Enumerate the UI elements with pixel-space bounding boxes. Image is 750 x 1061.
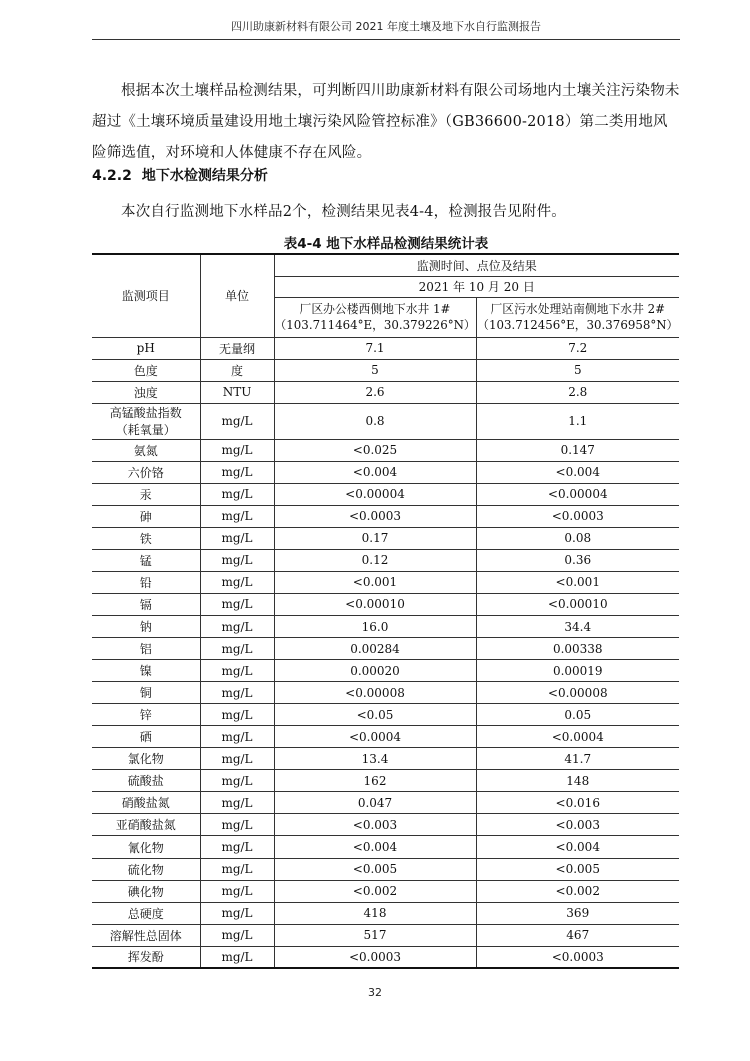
cell-unit: mg/L: [200, 549, 274, 571]
cell-unit: mg/L: [200, 792, 274, 814]
table-row: [92, 770, 679, 792]
cell-item: [92, 880, 200, 902]
cell-value-site1: 0.00020: [274, 660, 476, 682]
cell-unit: mg/L: [200, 660, 274, 682]
col-header-item: 监测项目: [92, 254, 200, 337]
table-row: [92, 946, 679, 968]
cell-value-site1: 162: [274, 770, 476, 792]
table-row: [92, 682, 679, 704]
cell-value-site2: <0.0004: [476, 726, 679, 748]
cell-value-site1: 517: [274, 924, 476, 946]
cell-value-site1: 5: [274, 359, 476, 381]
table-row: [92, 483, 679, 505]
cell-item: [92, 726, 200, 748]
cell-value-site2: 467: [476, 924, 679, 946]
cell-item: [92, 946, 200, 968]
item-name: 镉: [139, 597, 152, 612]
cell-value-site1: <0.025: [274, 439, 476, 461]
cell-unit: mg/L: [200, 902, 274, 924]
cell-unit: 无量纲: [200, 337, 274, 359]
cell-unit: mg/L: [200, 593, 274, 615]
table-row: [92, 359, 679, 381]
table-row: [92, 549, 679, 571]
cell-value-site2: <0.0003: [476, 946, 679, 968]
cell-value-site2: 0.00338: [476, 638, 679, 660]
cell-value-site1: <0.05: [274, 704, 476, 726]
cell-item: [92, 439, 200, 461]
item-name: 锰: [139, 553, 152, 568]
paragraph-groundwater-intro: 本次自行监测地下水样品2个，检测结果见表4-4，检测报告见附件。: [121, 204, 566, 220]
cell-item: [92, 461, 200, 483]
cell-unit: 度: [200, 359, 274, 381]
cell-value-site1: 0.8: [274, 403, 476, 439]
cell-value-site2: 369: [476, 902, 679, 924]
cell-unit: mg/L: [200, 439, 274, 461]
cell-unit: mg/L: [200, 814, 274, 836]
item-name: 六价铬: [127, 465, 164, 480]
table-row: [92, 792, 679, 814]
cell-value-site2: <0.002: [476, 880, 679, 902]
table-row: [92, 505, 679, 527]
table-row: [92, 660, 679, 682]
cell-item: [92, 858, 200, 880]
item-name: 汞: [139, 487, 152, 502]
cell-value-site1: 0.047: [274, 792, 476, 814]
section-title: 地下水检测结果分析: [141, 168, 268, 184]
table-row: [92, 902, 679, 924]
cell-item: [92, 704, 200, 726]
cell-value-site1: 7.1: [274, 337, 476, 359]
cell-item: [92, 902, 200, 924]
site1-coordinates: （103.711464°E，30.379226°N）: [274, 318, 476, 332]
cell-item: [92, 571, 200, 593]
item-name: 溶解性总固体: [109, 928, 182, 943]
cell-value-site2: 7.2: [476, 337, 679, 359]
item-name: 氰化物: [127, 840, 164, 855]
col-header-date: 2021 年 10 月 20 日: [274, 276, 679, 297]
section-heading: [92, 165, 268, 185]
cell-item: [92, 924, 200, 946]
cell-unit: mg/L: [200, 858, 274, 880]
cell-value-site2: 2.8: [476, 381, 679, 403]
table-row: [92, 858, 679, 880]
table-row: [92, 571, 679, 593]
cell-value-site2: 1.1: [476, 403, 679, 439]
cell-value-site2: 34.4: [476, 616, 679, 638]
item-name: 亚硝酸盐氮: [115, 818, 176, 833]
item-name: 硝酸盐氮: [121, 796, 170, 811]
cell-unit: mg/L: [200, 836, 274, 858]
col-header-site2: [476, 297, 679, 337]
item-name: 铝: [139, 642, 152, 657]
item-name: 砷: [139, 509, 152, 524]
cell-item: [92, 483, 200, 505]
cell-value-site1: <0.00004: [274, 483, 476, 505]
cell-unit: mg/L: [200, 946, 274, 968]
cell-item: [92, 770, 200, 792]
page-number: 32: [368, 986, 382, 999]
cell-item: [92, 638, 200, 660]
cell-value-site2: <0.00010: [476, 593, 679, 615]
site2-coordinates: （103.712456°E，30.376958°N）: [477, 318, 679, 332]
cell-value-site2: <0.004: [476, 836, 679, 858]
item-name: 碘化物: [127, 884, 164, 899]
cell-value-site2: <0.00004: [476, 483, 679, 505]
cell-value-site2: 5: [476, 359, 679, 381]
item-name: 氨氮: [133, 443, 158, 458]
cell-value-site1: <0.004: [274, 461, 476, 483]
col-header-unit: 单位: [200, 254, 274, 337]
cell-item: [92, 505, 200, 527]
cell-unit: mg/L: [200, 726, 274, 748]
cell-item: [92, 527, 200, 549]
cell-value-site2: 148: [476, 770, 679, 792]
table-row: [92, 726, 679, 748]
cell-value-site1: <0.0003: [274, 946, 476, 968]
table-row: [92, 748, 679, 770]
item-name: 浊度: [133, 385, 158, 400]
cell-value-site1: <0.001: [274, 571, 476, 593]
cell-unit: mg/L: [200, 571, 274, 593]
item-name: pH: [136, 341, 155, 356]
cell-unit: mg/L: [200, 403, 274, 439]
table-row: [92, 593, 679, 615]
cell-unit: mg/L: [200, 505, 274, 527]
cell-item: [92, 682, 200, 704]
table-row: [92, 638, 679, 660]
table-row: [92, 814, 679, 836]
cell-unit: mg/L: [200, 638, 274, 660]
site1-name: 厂区办公楼西侧地下水井 1#: [299, 302, 451, 316]
cell-unit: mg/L: [200, 704, 274, 726]
item-name: 镍: [139, 664, 152, 679]
cell-item: [92, 660, 200, 682]
cell-value-site2: 0.05: [476, 704, 679, 726]
cell-value-site1: 2.6: [274, 381, 476, 403]
item-name: 色度: [133, 363, 158, 378]
cell-value-site2: 0.08: [476, 527, 679, 549]
cell-value-site2: 0.36: [476, 549, 679, 571]
cell-unit: mg/L: [200, 924, 274, 946]
item-name-note: （耗氧量）: [115, 423, 176, 438]
cell-unit: mg/L: [200, 527, 274, 549]
table-row: [92, 836, 679, 858]
cell-value-site1: 0.17: [274, 527, 476, 549]
cell-value-site2: <0.016: [476, 792, 679, 814]
cell-value-site1: 16.0: [274, 616, 476, 638]
paragraph-soil-conclusion: 根据本次土壤样品检测结果，可判断四川助康新材料有限公司场地内土壤关注污染物未超过《土壤环境质量建设用地土壤污染风险管控标准》（GB36600-2018）第二类用地风险筛选值，对环境和人体健康不存在风险。: [92, 83, 680, 161]
cell-value-site2: <0.00008: [476, 682, 679, 704]
cell-item: [92, 814, 200, 836]
cell-unit: mg/L: [200, 483, 274, 505]
cell-value-site1: 418: [274, 902, 476, 924]
item-name: 硒: [139, 730, 152, 745]
item-name: 铁: [139, 531, 152, 546]
cell-item: [92, 549, 200, 571]
cell-item: [92, 359, 200, 381]
cell-unit: mg/L: [200, 748, 274, 770]
cell-value-site1: 13.4: [274, 748, 476, 770]
item-name: 硫化物: [127, 862, 164, 877]
cell-unit: mg/L: [200, 616, 274, 638]
cell-value-site1: <0.003: [274, 814, 476, 836]
table-row: [92, 461, 679, 483]
cell-item: [92, 337, 200, 359]
cell-unit: mg/L: [200, 461, 274, 483]
table-row: [92, 616, 679, 638]
section-number: 4.2.2: [92, 168, 132, 184]
cell-value-site1: <0.00008: [274, 682, 476, 704]
cell-unit: mg/L: [200, 770, 274, 792]
table-row: [92, 924, 679, 946]
cell-value-site2: <0.004: [476, 461, 679, 483]
cell-value-site2: <0.001: [476, 571, 679, 593]
cell-value-site2: 41.7: [476, 748, 679, 770]
groundwater-results-table: [92, 253, 679, 969]
item-name: 钠: [139, 620, 152, 635]
cell-value-site2: 0.147: [476, 439, 679, 461]
table-row: [92, 880, 679, 902]
cell-value-site1: <0.00010: [274, 593, 476, 615]
table-title: 表4-4 地下水样品检测结果统计表: [283, 236, 489, 252]
cell-value-site2: <0.003: [476, 814, 679, 836]
item-name: 挥发酚: [127, 950, 164, 965]
table-row: [92, 403, 679, 439]
cell-value-site1: <0.005: [274, 858, 476, 880]
table-row: [92, 337, 679, 359]
cell-value-site1: 0.12: [274, 549, 476, 571]
cell-value-site2: 0.00019: [476, 660, 679, 682]
cell-item: [92, 403, 200, 439]
cell-unit: NTU: [200, 381, 274, 403]
cell-item: [92, 593, 200, 615]
cell-value-site1: 0.00284: [274, 638, 476, 660]
item-name: 总硬度: [127, 906, 164, 921]
cell-item: [92, 836, 200, 858]
item-name: 铜: [139, 686, 152, 701]
col-header-site1: [274, 297, 476, 337]
table-row: [92, 439, 679, 461]
table-row: [92, 381, 679, 403]
table-row: [92, 527, 679, 549]
cell-value-site1: <0.002: [274, 880, 476, 902]
item-name: 硫酸盐: [127, 774, 164, 789]
cell-unit: mg/L: [200, 880, 274, 902]
item-name: 氯化物: [127, 752, 164, 767]
col-header-group: 监测时间、点位及结果: [274, 254, 679, 276]
table-row: [92, 704, 679, 726]
cell-item: [92, 792, 200, 814]
cell-value-site1: <0.0003: [274, 505, 476, 527]
item-name: 铅: [139, 575, 152, 590]
cell-value-site1: <0.0004: [274, 726, 476, 748]
item-name: 高锰酸盐指数: [109, 406, 182, 421]
cell-unit: mg/L: [200, 682, 274, 704]
page-header: 四川助康新材料有限公司 2021 年度土壤及地下水自行监测报告: [92, 18, 680, 40]
cell-value-site2: <0.0003: [476, 505, 679, 527]
cell-value-site1: <0.004: [274, 836, 476, 858]
cell-value-site2: <0.005: [476, 858, 679, 880]
cell-item: [92, 616, 200, 638]
cell-item: [92, 381, 200, 403]
site2-name: 厂区污水处理站南侧地下水井 2#: [490, 302, 666, 316]
item-name: 锌: [139, 708, 152, 723]
cell-item: [92, 748, 200, 770]
